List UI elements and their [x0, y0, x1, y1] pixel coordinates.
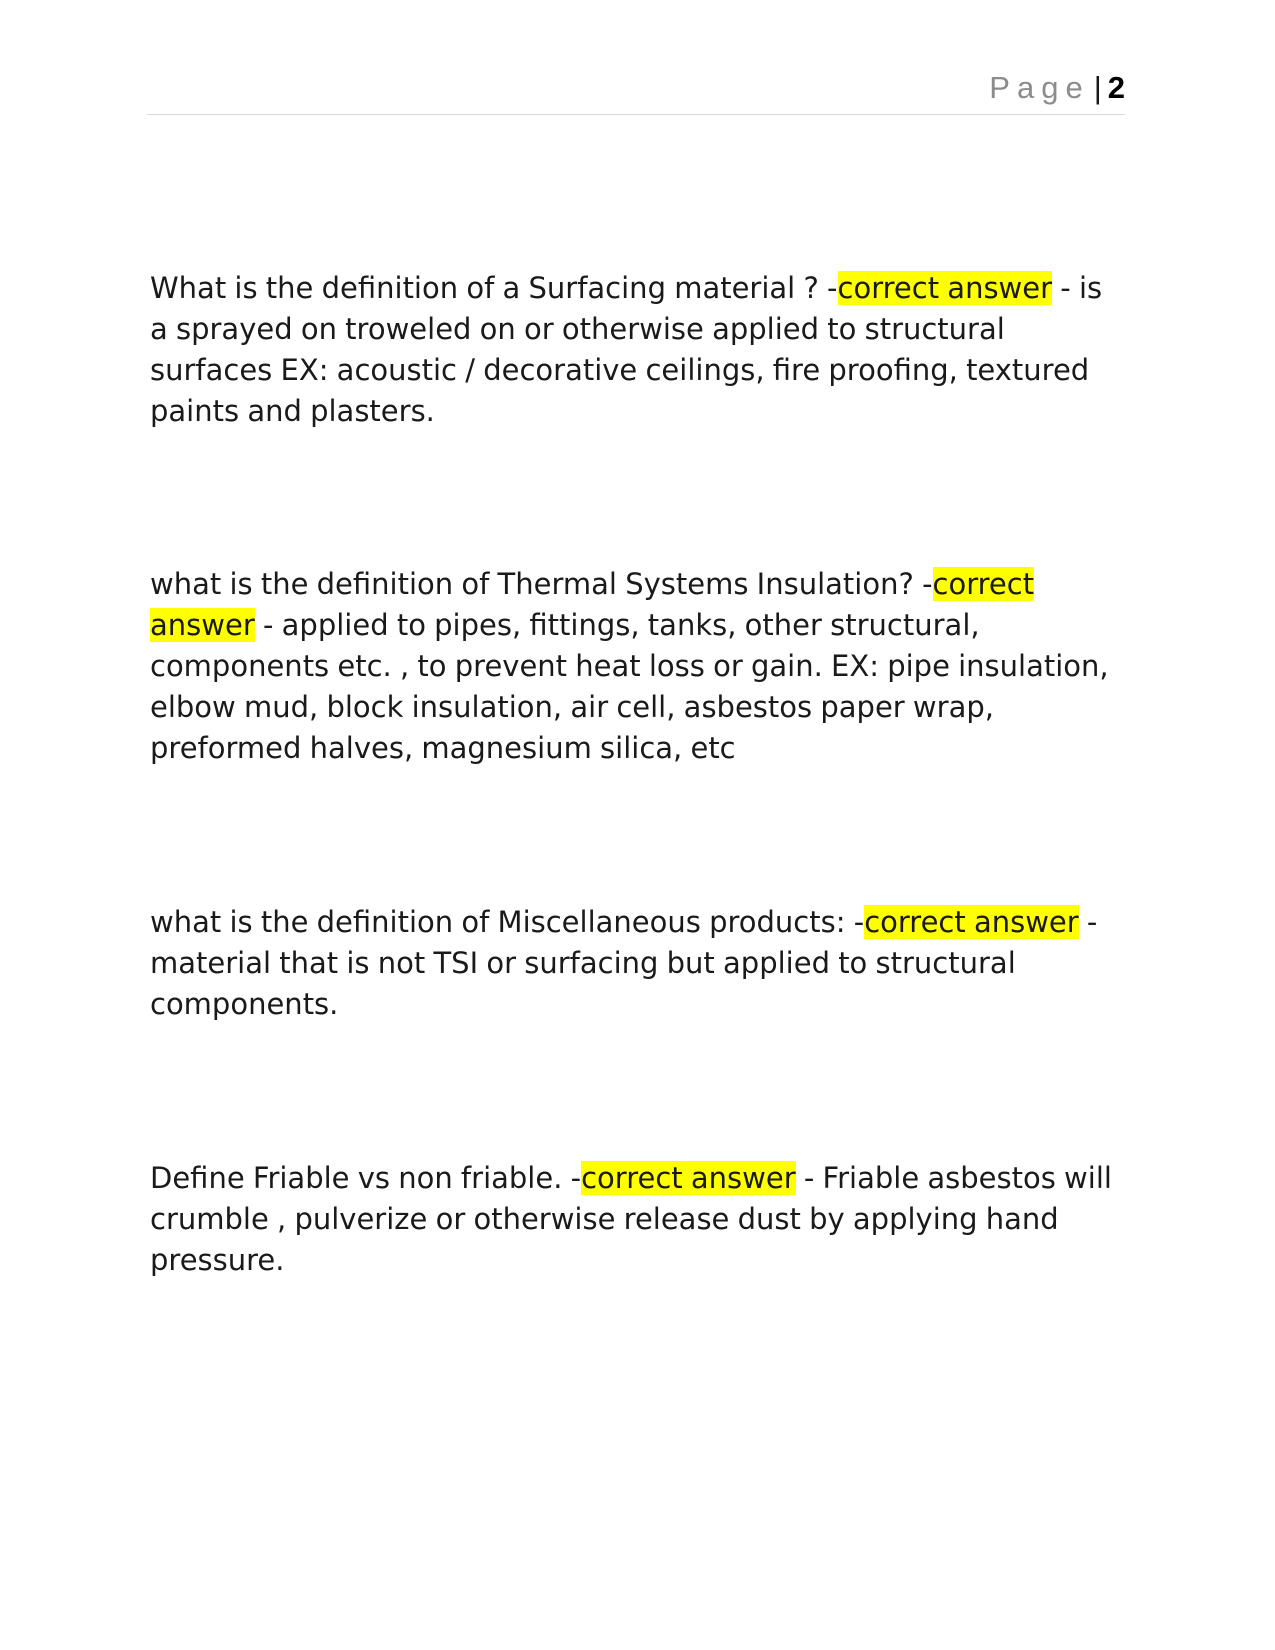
- question-text: what is the definition of Miscellaneous products: -: [150, 905, 865, 939]
- qa-item: [150, 268, 1125, 432]
- answer-text: - applied to pipes, fittings, tanks, other structural, components etc. , to prevent heat loss or gain. EX: pipe insulation, elbow mud, block insulation, air cell, asbestos paper wrap, preformed halves, magnesium silica, etc: [150, 608, 1109, 765]
- page-number: 2: [1107, 70, 1125, 105]
- qa-item: [150, 564, 1125, 769]
- question-text: what is the definition of Thermal Systems Insulation? -: [150, 567, 933, 601]
- page-separator: |: [1093, 70, 1102, 105]
- correct-answer-highlight: correct answer: [864, 905, 1079, 939]
- answer-text: - is a sprayed on troweled on or otherwise applied to structural surfaces EX: acoustic / decorative ceilings, fire proofing, textured paints and plasters.: [150, 271, 1103, 428]
- answer-text: - material that is not TSI or surfacing but applied to structural components.: [150, 905, 1098, 1021]
- correct-answer-highlight: correct answer: [581, 1161, 796, 1195]
- correct-answer-highlight: correct answer: [150, 567, 1035, 642]
- question-text: What is the definition of a Surfacing material ? -: [150, 271, 838, 305]
- qa-item: [150, 902, 1125, 1025]
- qa-item: [150, 1158, 1125, 1281]
- correct-answer-highlight: correct answer: [837, 271, 1053, 305]
- page-header: [147, 70, 1125, 115]
- answer-text: - Friable asbestos will crumble , pulverize or otherwise release dust by applying hand pressure.: [150, 1161, 1112, 1277]
- page-label: Page: [989, 70, 1090, 105]
- question-text: Define Friable vs non friable. -: [150, 1161, 582, 1195]
